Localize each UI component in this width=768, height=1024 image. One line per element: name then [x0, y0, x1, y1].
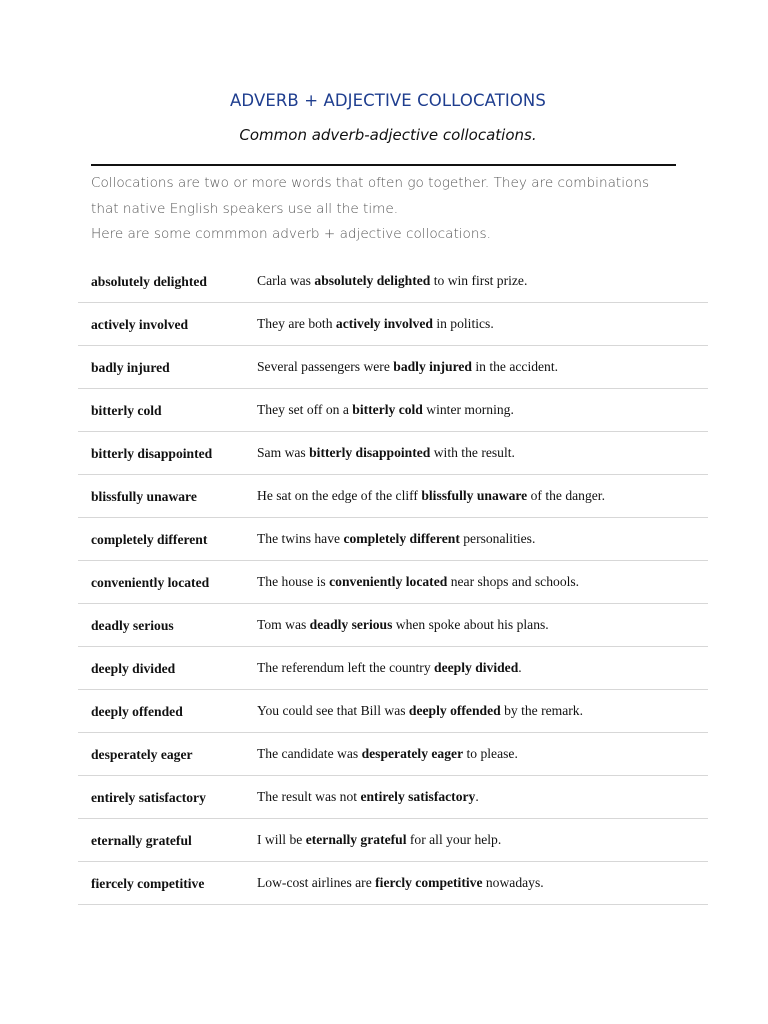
- collocation-term: bitterly cold: [91, 403, 162, 418]
- example-sentence: [257, 789, 479, 805]
- collocation-term: entirely satisfactory: [91, 790, 206, 805]
- example-collocation: deeply divided: [434, 660, 519, 675]
- example-sentence: [257, 273, 527, 289]
- example-sentence: [257, 703, 583, 719]
- example-collocation: badly injured: [393, 359, 472, 374]
- example-collocation: desperately eager: [361, 746, 464, 761]
- example-text-before: Tom was: [257, 617, 310, 632]
- example-collocation: fiercly competitive: [375, 875, 483, 890]
- collocation-table: [78, 260, 708, 905]
- example-sentence: [257, 574, 579, 590]
- example-text-after: winter morning.: [422, 402, 514, 417]
- example-text-after: of the danger.: [527, 488, 605, 503]
- collocation-term: conveniently located: [91, 575, 210, 590]
- collocation-term: deeply divided: [91, 661, 176, 676]
- intro-paragraph: [91, 171, 691, 248]
- example-text-after: in the accident.: [471, 359, 559, 374]
- example-text-before: The referendum left the country: [257, 660, 435, 675]
- example-collocation: bitterly cold: [352, 402, 423, 417]
- table-row: [78, 561, 708, 604]
- page-title: ADVERB + ADJECTIVE COLLOCATIONS: [230, 91, 546, 110]
- example-sentence: [257, 531, 535, 547]
- example-collocation: deadly serious: [309, 617, 393, 632]
- collocation-term: bitterly disappointed: [91, 446, 213, 461]
- example-text-before: Several passengers were: [257, 359, 394, 374]
- example-text-after: nowadays.: [482, 875, 544, 890]
- collocation-term: fiercely competitive: [91, 876, 205, 891]
- example-collocation: blissfully unaware: [421, 488, 528, 503]
- example-text-after: near shops and schools.: [447, 574, 580, 589]
- table-row: [78, 518, 708, 561]
- example-text-before: The result was not: [257, 789, 361, 804]
- collocation-term: actively involved: [91, 317, 189, 332]
- collocation-term: desperately eager: [91, 747, 193, 762]
- example-collocation: eternally grateful: [305, 832, 407, 847]
- table-row: [78, 819, 708, 862]
- example-text-before: The house is: [257, 574, 330, 589]
- page-subtitle: Common adverb-adjective collocations.: [239, 126, 537, 144]
- example-sentence: [257, 316, 494, 332]
- example-text-before: You could see that Bill was: [257, 703, 409, 718]
- example-text-after: with the result.: [430, 445, 515, 460]
- example-text-after: personalities.: [459, 531, 536, 546]
- example-collocation: completely different: [343, 531, 460, 546]
- example-sentence: [257, 832, 501, 848]
- collocation-term: eternally grateful: [91, 833, 192, 848]
- example-sentence: [257, 875, 544, 891]
- table-row: [78, 346, 708, 389]
- example-collocation: absolutely delighted: [314, 273, 431, 288]
- example-text-before: Low-cost airlines are: [257, 875, 376, 890]
- table-row: [78, 862, 708, 905]
- example-collocation: conveniently located: [329, 574, 448, 589]
- table-row: [78, 260, 708, 303]
- example-text-after: .: [518, 660, 522, 675]
- intro-line: Collocations are two or more words that often go together. They are combinations: [91, 175, 650, 191]
- example-text-after: for all your help.: [406, 832, 502, 847]
- example-collocation: actively involved: [335, 316, 433, 331]
- example-sentence: [257, 488, 605, 504]
- example-text-before: He sat on the edge of the cliff: [257, 488, 422, 503]
- example-text-before: The twins have: [257, 531, 344, 546]
- example-sentence: [257, 660, 522, 676]
- example-text-before: Sam was: [257, 445, 310, 460]
- table-row: [78, 647, 708, 690]
- example-sentence: [257, 402, 514, 418]
- collocation-term: deadly serious: [91, 618, 174, 633]
- example-text-after: .: [475, 789, 479, 804]
- example-text-after: to please.: [463, 746, 518, 761]
- table-row: [78, 690, 708, 733]
- example-text-before: They are both: [257, 316, 336, 331]
- table-row: [78, 432, 708, 475]
- example-text-after: by the remark.: [500, 703, 583, 718]
- example-text-before: Carla was: [257, 273, 315, 288]
- table-row: [78, 475, 708, 518]
- example-text-after: when spoke about his plans.: [392, 617, 549, 632]
- intro-line: that native English speakers use all the time.: [91, 200, 399, 217]
- collocation-term: badly injured: [91, 360, 170, 375]
- collocation-term: deeply offended: [91, 704, 183, 719]
- table-row: [78, 776, 708, 819]
- example-collocation: deeply offended: [408, 703, 501, 718]
- table-row: [78, 733, 708, 776]
- table-row: [78, 604, 708, 647]
- divider: [91, 164, 676, 166]
- example-text-after: to win first prize.: [430, 273, 528, 288]
- example-sentence: [257, 617, 549, 633]
- example-text-before: They set off on a: [257, 402, 353, 417]
- collocation-term: completely different: [91, 532, 208, 547]
- example-sentence: [257, 746, 518, 762]
- intro-line: Here are some commmon adverb + adjective collocations.: [91, 226, 491, 242]
- example-sentence: [257, 359, 558, 375]
- collocation-term: absolutely delighted: [91, 274, 207, 289]
- table-row: [78, 389, 708, 432]
- example-collocation: bitterly disappointed: [309, 445, 431, 460]
- example-text-before: I will be: [257, 832, 306, 847]
- table-row: [78, 303, 708, 346]
- example-text-after: in politics.: [432, 316, 494, 331]
- example-collocation: entirely satisfactory: [360, 789, 476, 804]
- example-text-before: The candidate was: [257, 746, 362, 761]
- collocation-term: blissfully unaware: [91, 489, 197, 504]
- example-sentence: [257, 445, 515, 461]
